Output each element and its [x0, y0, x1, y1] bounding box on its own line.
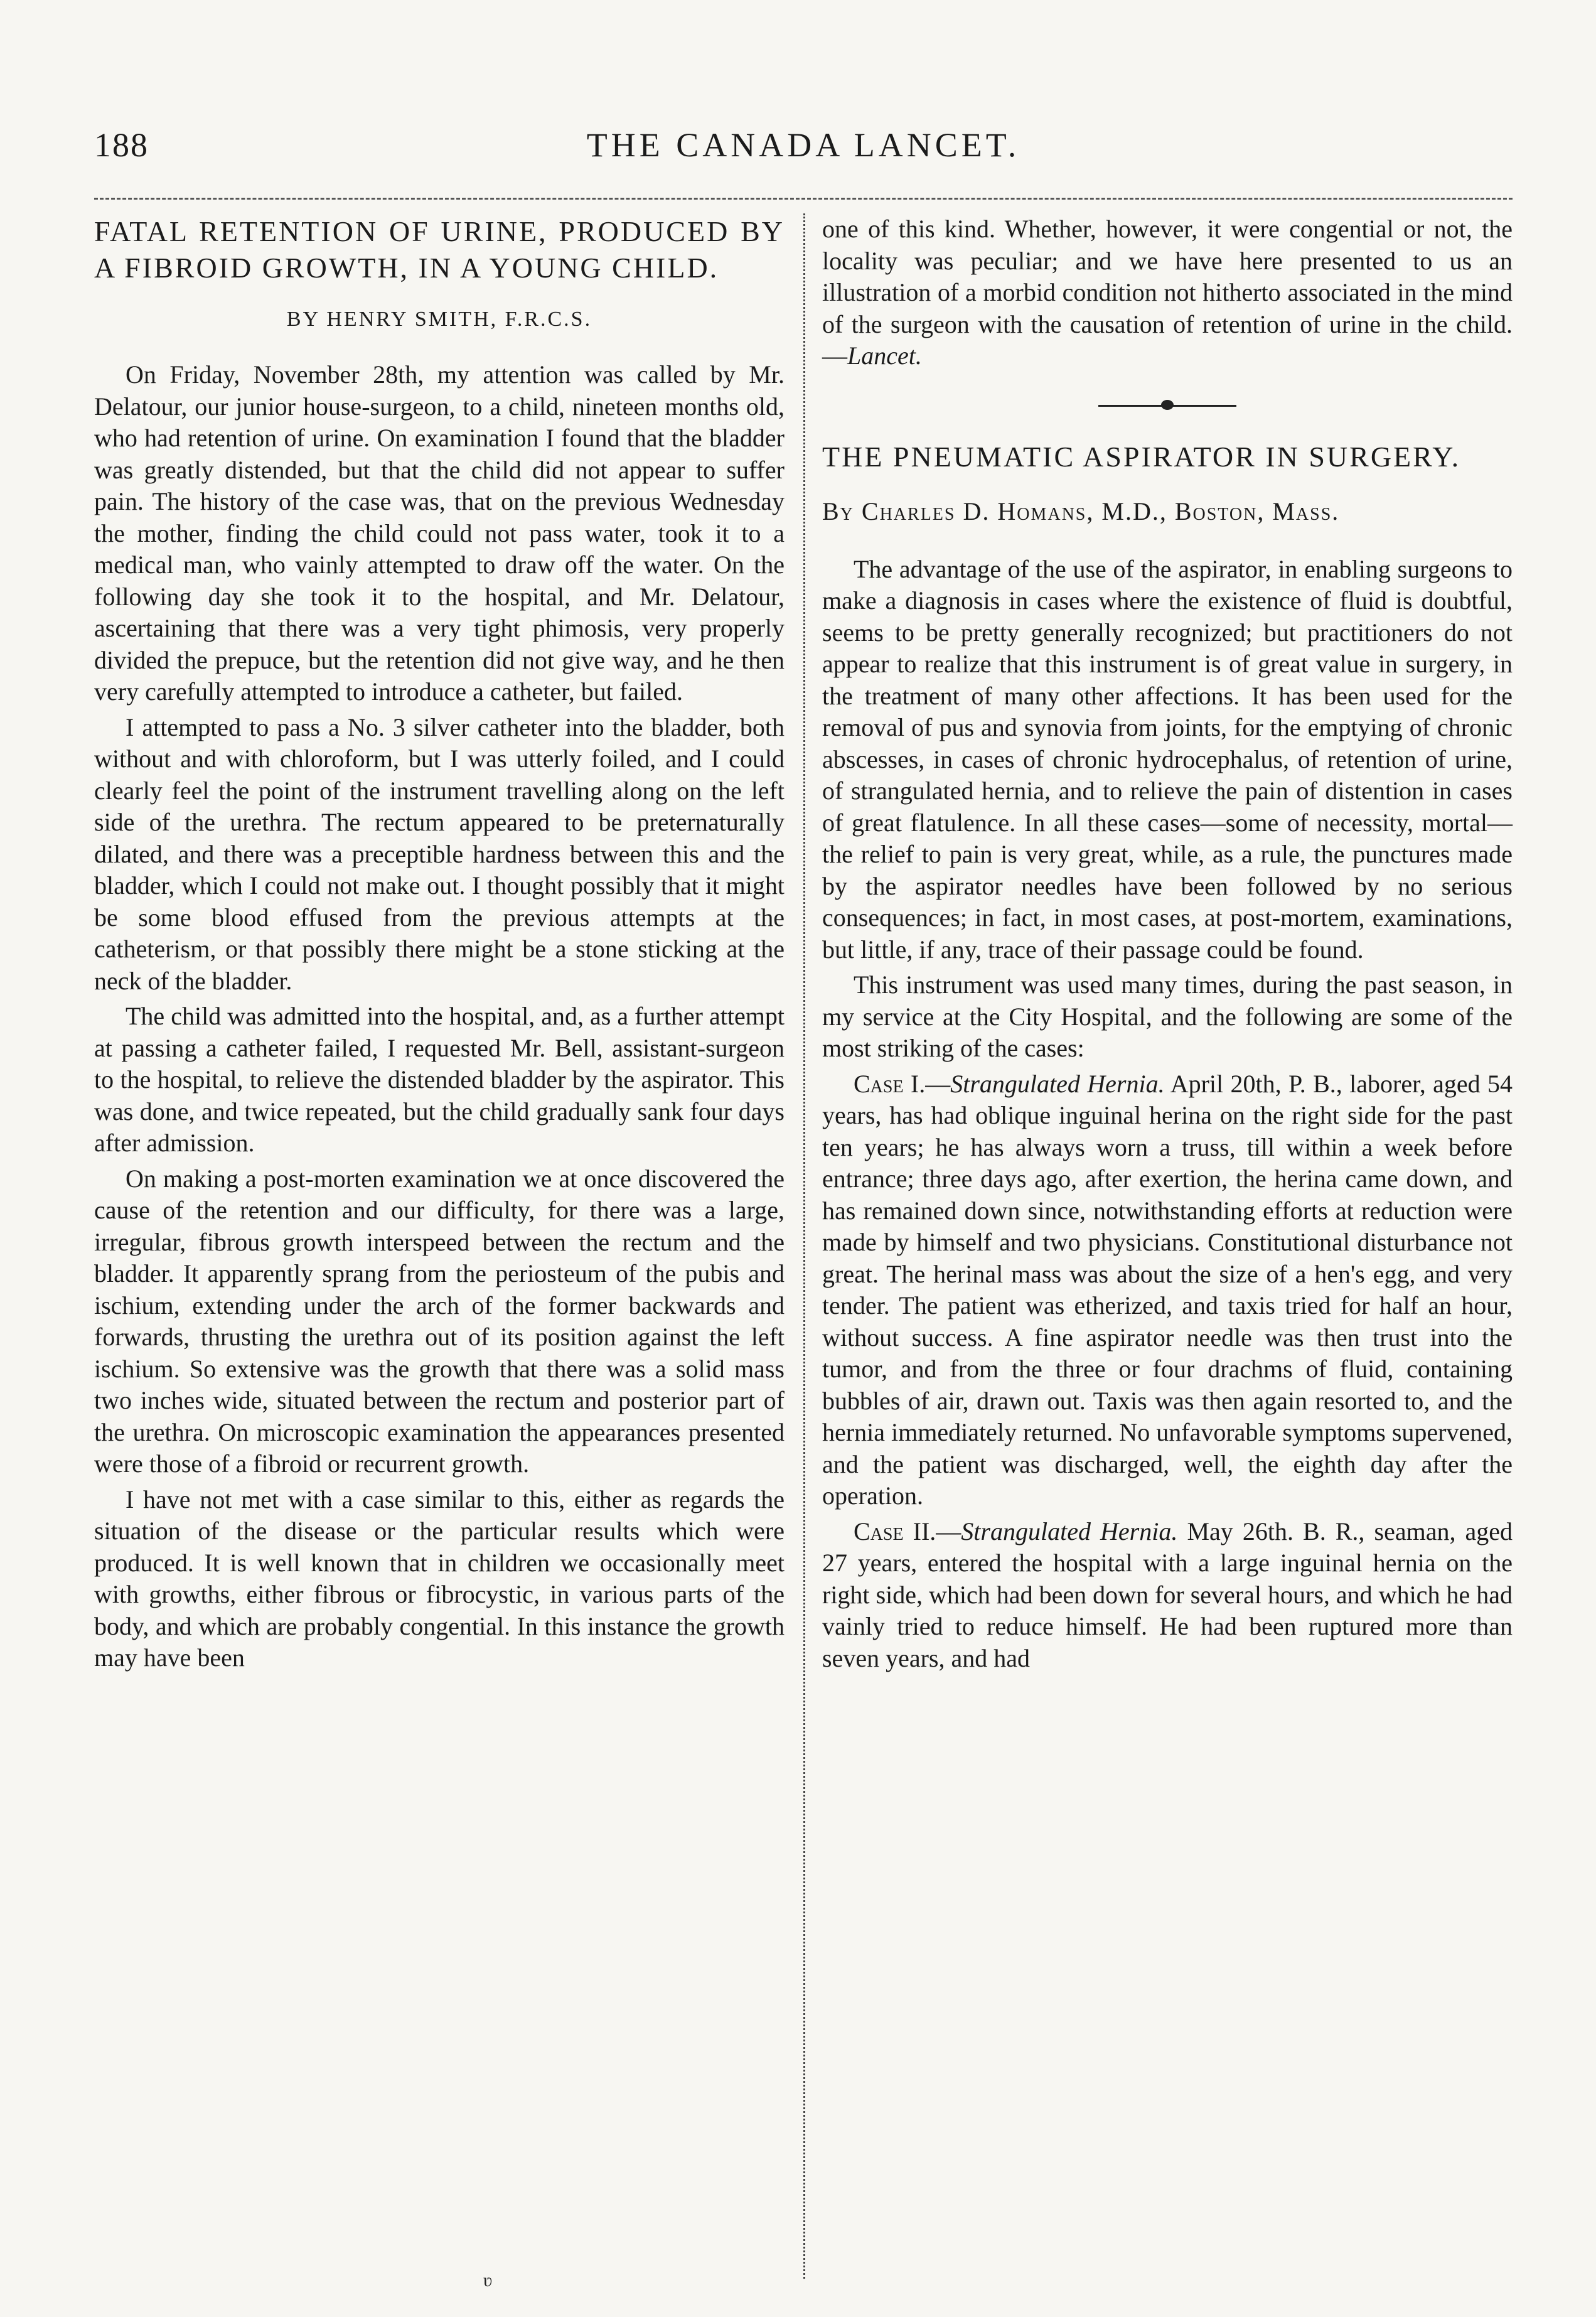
article1-title: FATAL RETENTION OF URINE, PRODUCED BY A FIBROID GROWTH, IN A YOUNG CHILD. [94, 215, 785, 284]
case-2-text: May 26th. B. R., seaman, aged 27 years, entered the hospital with a large inguinal hernia on the right side, which had been down for several hours, and which he had vainly tried to reduce himself. He had been ruptured more than seven years, and had [822, 1517, 1513, 1672]
article1-continuation: one of this kind. Whether, however, it were congential or not, the locality was peculiar; and we have here presented to us an illustration of a morbid condition not hitherto associated in the mind of the surgeon with the causation of retention of urine in the child.—Lancet. [822, 215, 1513, 370]
ink-mark: ʋ [483, 2270, 493, 2291]
article1-continuation-text: one of this kind. Whether, however, it were congential or not, the locality was peculiar; and we have here presented to us an illustration of a morbid condition not hitherto associated in the mind of the surgeon with the causation of retention of urine in the child. [822, 215, 1513, 338]
running-title: THE CANADA LANCET. [586, 126, 1020, 164]
article1-byline: BY HENRY SMITH, F.R.C.S. [286, 308, 592, 331]
journal-page [94, 119, 1513, 2291]
article2-title: THE PNEUMATIC ASPIRATOR IN SURGERY. [822, 440, 1461, 473]
article1-paragraph-2: I attempted to pass a No. 3 silver catheter into the bladder, both without and with chloroform, but I was utterly foiled, and I could clearly feel the point of the instrument travelling along on the left side of the urethra. The rectum appeared to be preternaturally dilated, and there was a preceptible hardness between this and the bladder, which I could not make out. I thought possibly that it might be some blood effused from the previous attempts at the catheterism, or that possibly there might be a stone sticking at the neck of the bladder. [94, 712, 785, 995]
left-column [94, 213, 785, 2291]
page-number: 188 [94, 126, 149, 164]
header-rule [94, 198, 1513, 200]
article-divider-ornament [1098, 397, 1236, 414]
case-1: Case I.—Strangulated Hernia. April 20th, P. B., laborer, aged 54 years, has had oblique inguinal herina on the right side for the past ten years; he has always worn a truss, till within a week before entrance; three days ago, after exertion, the herina came down, and has remained down since, notwithstanding efforts at reduction were made by himself and two physicians. Constitutional disturbance not great. The herinal mass was about the size of a hen's egg, and very tender. The patient was etherized, and taxis tried for half an hour, without success. A fine aspirator needle was then trust into the tumor, and from the three or four drachms of fluid, containing bubbles of air, drawn out. Taxis was then again resorted to, and the hernia immediately returned. No unfavorable symptoms supervened, and the patient was discharged, well, the eighth day after the operation. [822, 1069, 1513, 1510]
article2-byline-text: By Charles D. Homans, M.D., Boston, Mass. [822, 497, 1340, 525]
case-1-label: Case I. [854, 1069, 926, 1098]
article1-paragraph-4: On making a post-morten examination we at once discovered the cause of the retention and our difficulty, for there was a large, irregular, fibrous growth interspeed between the rectum and the bladder. It apparently sprang from the periosteum of the pubis and ischium, extending under the arch of the former backwards and forwards, thrusting the urethra out of its position against the left ischium. So extensive was the growth that there was a solid mass two inches wide, situated between the rectum and posterior part of the urethra. On microscopic examination the appearances presented were those of a fibroid or recurrent growth. [94, 1164, 785, 1478]
article1-paragraph-5: I have not met with a case similar to this, either as regards the situation of the disease or the particular results which were produced. It is well known that in children we occasionally meet with growths, either fibrous or fibrocystic, in various parts of the body, and which are probably congential. In this instance the growth may have been [94, 1485, 785, 1672]
article2-byline [822, 497, 1513, 526]
article1-paragraph-3: The child was admitted into the hospital, and, as a further attempt at passing a catheter failed, I requested Mr. Bell, assistant-surgeon to the hospital, to relieve the distended bladder by the aspirator. This was done, and twice repeated, but the child gradually sank four days after admission. [94, 1002, 785, 1157]
page-header [94, 119, 1513, 176]
column-divider [803, 213, 805, 2279]
article2-paragraph-1: The advantage of the use of the aspirator, in enabling surgeons to make a diagnosis in cases where the existence of fluid is doubtful, seems to be pretty generally recognized; but practitioners do not appear to realize that this instrument is of great value in surgery, in the treatment of many other affections. It has been used for the removal of pus and synovia from joints, for the emptying of chronic abscesses, in cases of chronic hydrocephalus, of retention of urine, of strangulated hernia, and to relieve the pain of distention in cases of great flatulence. In all these cases—some of necessity, mortal—the relief to pain is very great, while, as a rule, the punctures made by the aspirator needles have been followed by no serious consequences; in fact, in most cases, at post-mortem, examinations, but little, if any, trace of their passage could be found. [822, 554, 1513, 964]
article1-source: Lancet. [847, 341, 922, 370]
case-2: Case II.—Strangulated Hernia. May 26th. B. R., seaman, aged 27 years, entered the hospital with a large inguinal hernia on the right side, which had been down for several hours, and which he had vainly tried to reduce himself. He had been ruptured more than seven years, and had [822, 1517, 1513, 1672]
article1-paragraph-1: On Friday, November 28th, my attention was called by Mr. Delatour, our junior house-surgeon, to a child, nineteen months old, who had retention of urine. On examination I found that the bladder was greatly distended, but that the child did not appear to suffer pain. The history of the case was, that on the previous Wednesday the mother, finding the child could not pass water, took it to a medical man, who vainly attempted to draw off the water. On the following day she took it to the hospital, and Mr. Delatour, ascertaining that there was a very tight phimosis, very properly divided the prepuce, but the retention did not give way, and he then very carefully attempted to introduce a catheter, but failed. [94, 360, 785, 706]
case-1-title: Strangulated Hernia. [950, 1069, 1165, 1098]
case-2-label: Case II. [854, 1517, 936, 1546]
two-column-body [94, 213, 1513, 2291]
case-1-text: April 20th, P. B., laborer, aged 54 years, has had oblique inguinal herina on the right side for the past ten years; he has always worn a truss, till within a week before entrance; three days ago, after exertion, the herina came down, and has remained down since, notwithstanding efforts at reduction were made by himself and two physicians. Constitutional disturbance not great. The herinal mass was about the size of a hen's egg, and very tender. The patient was etherized, and taxis tried for half an hour, without success. A fine aspirator needle was then trust into the tumor, and from the three or four drachms of fluid, containing bubbles of air, drawn out. Taxis was then again resorted to, and the hernia immediately returned. No unfavorable symptoms supervened, and the patient was discharged, well, the eighth day after the operation. [822, 1069, 1513, 1510]
right-column [822, 213, 1513, 2279]
divider-dot [1161, 400, 1174, 410]
case-2-title: Strangulated Hernia. [961, 1517, 1178, 1546]
article2-paragraph-2: This instrument was used many times, during the past season, in my service at the City Hospital, and the following are some of the most striking of the cases: [822, 970, 1513, 1062]
